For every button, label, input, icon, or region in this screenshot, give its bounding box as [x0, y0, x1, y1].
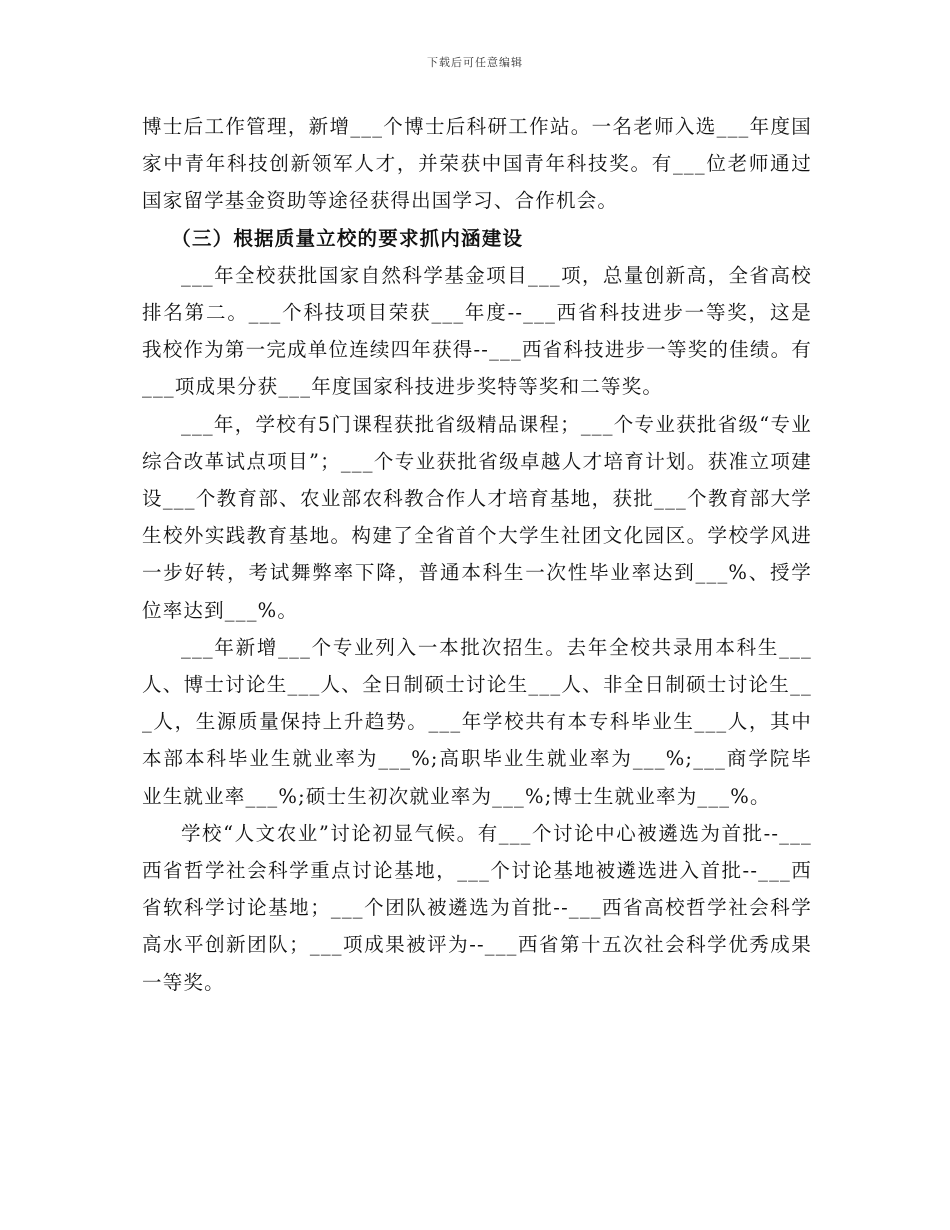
- page-header: 下载后可任意编辑: [427, 56, 523, 69]
- document-body: [142, 108, 812, 1001]
- paragraph-humanities: 学校“人文农业”讨论初显气候。有___个讨论中心被遴选为首批--___西省哲学社会科学重点讨论基地，___个讨论基地被遴选进入首批--___西省软科学讨论基地；___个团队被遴选为首批--___西省高校哲学社会科学高水平创新团队；___项成果被评为--___西省第十五次社会科学优秀成果一等奖。: [142, 821, 812, 994]
- paragraph-science-fund: ___年全校获批国家自然科学基金项目___项，总量创新高，全省高校排名第二。___个科技项目荣获___年度--___西省科技进步一等奖，这是我校作为第一完成单位连续四年获得--___西省科技进步一等奖的佳绩。有___项成果分获___年度国家科技进步奖特等奖和二等奖。: [142, 263, 812, 399]
- section-heading: （三）根据质量立校的要求抓内涵建设: [171, 226, 524, 250]
- paragraph-enrollment: ___年新增___个专业列入一本批次招生。去年全校共录用本科生___人、博士讨论生___人、全日制硕士讨论生___人、非全日制硕士讨论生___人，生源质量保持上升趋势。___年学校共有本专科毕业生___人，其中本部本科毕业生就业率为___%;高职毕业生就业率为___%;___商学院毕业生就业率___%;硕士生初次就业率为___%;博士生就业率为___%。: [142, 635, 812, 808]
- paragraph-courses: ___年，学校有5门课程获批省级精品课程；___个专业获批省级“专业综合改革试点项目”；___个专业获批省级卓越人才培育计划。获准立项建设___个教育部、农业部农科教合作人才培育基地，获批___个教育部大学生校外实践教育基地。构建了全省首个大学生社团文化园区。学校学风进一步好转，考试舞弊率下降，普通本科生一次性毕业率达到___%、授学位率达到___%。: [142, 412, 812, 622]
- paragraph-postdoc: 博士后工作管理，新增___个博士后科研工作站。一名老师入选___年度国家中青年科技创新领军人才，并荣获中国青年科技奖。有___位老师通过国家留学基金资助等途径获得出国学习、合作机会。: [142, 115, 812, 213]
